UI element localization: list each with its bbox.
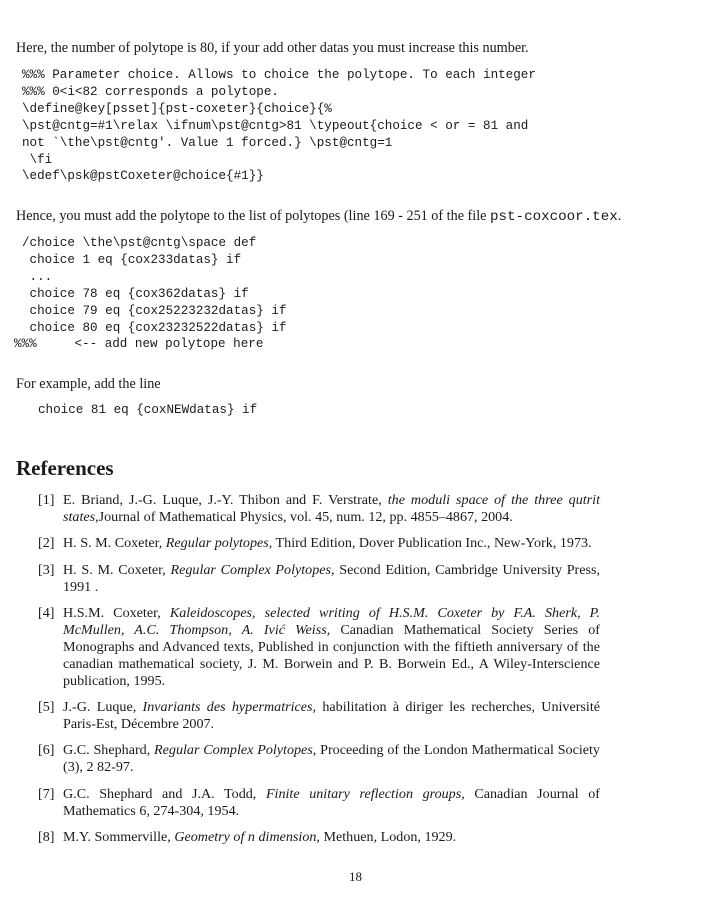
code-line: \edef\psk@pstCoxeter@choice{#1}} <box>22 169 264 184</box>
reference-authors: M.Y. Sommerville, <box>63 829 175 846</box>
reference-details: , Methuen, Lodon, 1929. <box>316 829 457 846</box>
reference-details: , Third Edition, Dover Publication Inc., New-York, 1973. <box>268 535 592 552</box>
page-number: 18 <box>349 869 362 884</box>
reference-details: , Second Edition, Cambridge University Press, 1991 . <box>63 561 600 595</box>
code-block-polytope-list <box>14 235 287 353</box>
code-line: %%% Parameter choice. Allows to choice the polytope. To each integer <box>22 68 536 82</box>
reference-details: , Canadian Mathematical Society Series of Monographs and Advanced texts, Published in conjunction with the fiftieth anniversary of the canadian mathematical society, J. M. Borwein and P. B. Borwein Ed., A Wiley-Interscience publication, 1995. <box>63 621 600 689</box>
reference-item <box>38 562 600 596</box>
code-line: /choice \the\pst@cntg\space def <box>22 236 257 250</box>
reference-title: Regular polytopes <box>165 535 269 552</box>
reference-title: Finite unitary reflection groups <box>265 785 462 802</box>
code-line: ... <box>22 269 53 284</box>
reference-details: , habilitation à diriger les recherches, Université Paris-Est, Décembre 2007. <box>63 699 601 733</box>
intro-paragraph: Here, the number of polytope is 80, if your add other datas you must increase this number. <box>16 40 529 56</box>
code-line: \define@key[psset]{pst-coxeter}{choice}{% <box>22 101 332 116</box>
reference-number: [1] <box>38 492 55 508</box>
reference-item <box>38 742 600 776</box>
reference-number: [4] <box>38 604 55 621</box>
filename: pst-coxcoor.tex <box>490 209 618 225</box>
code-line: choice 1 eq {cox233datas} if <box>22 252 242 267</box>
reference-title: Geometry of n dimension <box>174 829 317 846</box>
reference-item <box>38 829 600 846</box>
reference-item <box>38 699 600 733</box>
reference-details: ,Journal of Mathematical Physics, vol. 45, num. 12, pp. 4855–4867, 2004. <box>95 509 513 525</box>
reference-title: Regular Complex Polytopes <box>154 742 313 759</box>
reference-title: Kaleidoscopes, selected writing of H.S.M. Coxeter by F.A. Sherk, P. McMullen, A.C. Thompson, A. Ivić Weiss <box>63 604 600 638</box>
reference-title: Invariants des hypermatrices <box>142 699 313 716</box>
reference-number: [7] <box>38 785 55 802</box>
reference-authors: G.C. Shephard, <box>63 742 155 759</box>
reference-number: [2] <box>38 535 55 552</box>
reference-number: [8] <box>38 829 55 846</box>
code-line: \pst@cntg=#1\relax \ifnum\pst@cntg>81 \typeout{choice < or = 81 and <box>22 118 529 133</box>
code-line: %%% 0<i<82 corresponds a polytope. <box>22 84 279 99</box>
code-line: choice 80 eq {cox23232522datas} if <box>22 320 287 335</box>
code-line: not `\the\pst@cntg'. Value 1 forced.} \pst@cntg=1 <box>22 135 393 150</box>
reference-item <box>38 535 600 552</box>
reference-list <box>38 492 600 855</box>
hence-end: . <box>617 208 622 224</box>
reference-number: [3] <box>38 561 55 578</box>
code-block-parameter-choice <box>22 67 536 185</box>
references-heading: References <box>16 456 114 480</box>
reference-authors: H.S.M. Coxeter, <box>63 604 170 621</box>
reference-authors: J.-G. Luque, <box>63 699 143 716</box>
code-line: choice 78 eq {cox362datas} if <box>22 286 249 301</box>
reference-number: [5] <box>38 699 55 716</box>
reference-authors: G.C. Shephard and J.A. Todd, <box>63 785 266 802</box>
hence-text: Hence, you must add the polytope to the list of polytopes (line 169 - 251 of the file <box>16 208 491 224</box>
reference-authors: H. S. M. Coxeter, <box>63 535 166 552</box>
code-line: %%% <-- add new polytope here <box>14 337 264 352</box>
code-line: choice 79 eq {cox25223232datas} if <box>22 303 287 318</box>
reference-details: , Proceeding of the London Mathermatical Society (3), 2 82-97. <box>63 742 600 776</box>
example-paragraph: For example, add the line <box>16 376 161 392</box>
reference-item <box>38 786 600 820</box>
reference-item <box>38 605 600 690</box>
reference-authors: E. Briand, J.-G. Luque, J.-Y. Thibon and F. Verstrate, <box>63 492 388 508</box>
hence-paragraph <box>16 208 621 226</box>
reference-item <box>38 492 600 526</box>
reference-title: the moduli space of the three qutrit states <box>63 492 600 525</box>
reference-authors: H. S. M. Coxeter, <box>63 561 171 578</box>
reference-title: Regular Complex Polytopes <box>170 561 332 578</box>
example-code-line: choice 81 eq {coxNEWdatas} if <box>38 403 258 417</box>
reference-number: [6] <box>38 742 55 759</box>
reference-details: , Canadian Journal of Mathematics 6, 274-304, 1954. <box>63 785 600 819</box>
code-line: \fi <box>22 152 53 167</box>
